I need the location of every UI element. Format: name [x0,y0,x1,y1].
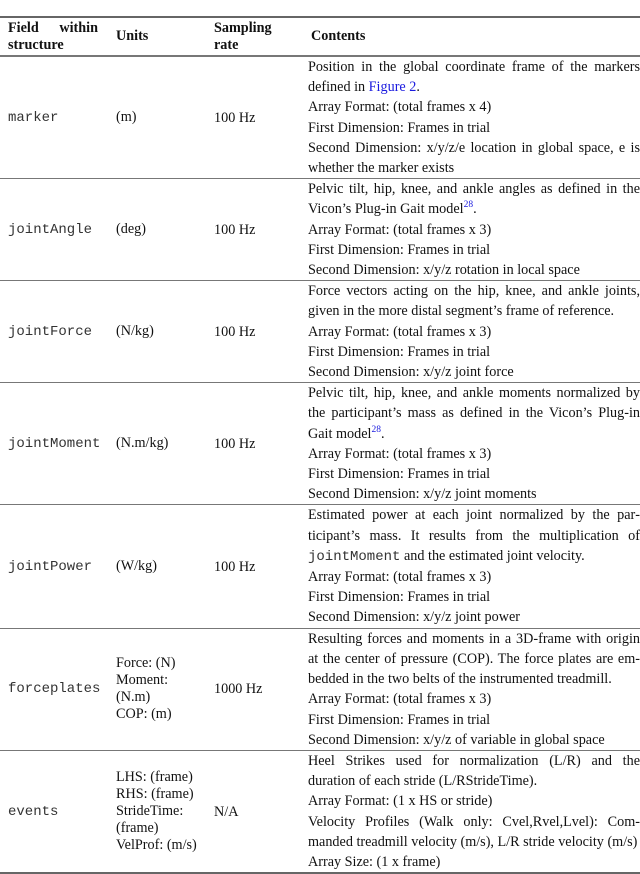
data-structure-table [0,16,640,874]
field-name: jointAngle [8,221,93,238]
contents-cell [303,628,640,750]
sampling-rate: 100 Hz [214,221,256,238]
second-dimension: Second Dimension: x/y/z/e location in global space, e is whether the marker exists [308,139,640,177]
velocity-profiles: Velocity Profiles (Walk only: Cvel,Rvel,Lvel): Commanded treadmill velocity (m/s), L/R stride velocity (m/s) [308,813,640,850]
first-dimension: First Dimension: Frames in trial [308,589,491,606]
sampling-rate: 100 Hz [214,435,256,452]
unit-force: Force: (N) [116,655,176,672]
description-text: Position in the global coordinate frame of the markers defined in [308,59,640,96]
header-units: Units [116,28,149,44]
reference-28-link[interactable]: 28 [371,424,381,435]
second-dimension: Second Dimension: x/y/z joint power [308,609,520,626]
unit: (deg) [116,221,146,238]
sampling-rate: 100 Hz [214,323,256,340]
unit: (W/kg) [116,558,157,575]
description-end: and the estimated joint velocity. [400,547,585,564]
units-cell [108,628,206,750]
unit-stridetime: StrideTime: (frame) [116,803,184,837]
units-cell [108,383,206,505]
unit: (m) [116,109,137,126]
header-field: Field within structure [8,19,98,53]
array-format: Array Format: (1 x HS or stride) [308,793,493,810]
unit-lhs: LHS: (frame) [116,769,193,786]
contents-cell [303,383,640,505]
second-dimension: Second Dimension: x/y/z joint force [308,364,514,381]
description [308,57,640,97]
first-dimension: First Dimension: Frames in trial [308,119,491,136]
second-dimension: Second Dimension: x/y/z rotation in local space [308,262,580,279]
units-cell [108,179,206,281]
contents-cell [303,179,640,281]
description [308,383,640,444]
first-dimension: First Dimension: Frames in trial [308,711,491,728]
description-text: Pelvic tilt, hip, knee, and ankle angles as defined in the Vicon’s Plug-in Gait model [308,181,640,218]
array-format: Array Format: (total frames x 3) [308,323,492,340]
field-name: jointPower [8,558,93,575]
second-dimension: Second Dimension: x/y/z of variable in global space [308,731,605,748]
units-cell [108,750,206,873]
units-cell [108,281,206,383]
field-name: jointForce [8,323,93,340]
table-row-forceplates [0,628,640,750]
reference-28-link[interactable]: 28 [463,200,474,211]
table-caption-partial [0,0,640,4]
first-dimension: First Dimension: Frames in trial [308,343,491,360]
description [308,179,640,219]
description [308,505,640,567]
array-format: Array Format: (total frames x 3) [308,221,492,238]
description: Resulting forces and moments in a 3D-frame with origin at the center of pressure (COP). The force plates are embedded in the two belts of the instrumented treadmill. [308,630,640,688]
table-row-jointPower [0,505,640,628]
sampling-rate: 1000 Hz [214,681,263,698]
first-dimension: First Dimension: Frames in trial [308,466,491,483]
sampling-rate: 100 Hz [214,109,256,126]
description: Force vectors acting on the hip, knee, and ankle joints, given in the more distal segment’s frame of reference. [308,283,640,320]
description-end: . [473,201,477,218]
table-row-events [0,750,640,873]
array-format: Array Format: (total frames x 3) [308,445,492,462]
first-dimension: First Dimension: Frames in trial [308,241,491,258]
second-dimension: Second Dimension: x/y/z joint moments [308,486,537,503]
unit-velprof: VelProf: (m/s) [116,837,197,854]
field-name: jointMoment [8,435,101,452]
units-cell [108,56,206,179]
contents-cell [303,505,640,628]
table-row-marker [0,56,640,179]
contents-cell [303,750,640,873]
unit: (N.m/kg) [116,435,169,452]
description: Heel Strikes used for normalization (L/R) and the duration of each stride (L/RStrideTime). [308,752,640,790]
header-contents: Contents [311,28,366,44]
array-format: Array Format: (total frames x 4) [308,99,492,116]
description-text: Pelvic tilt, hip, knee, and ankle moments normalized by the participant’s mass as defined in the Vicon’s Plug-in Gait model [308,385,640,442]
sampling-rate: 100 Hz [214,558,256,575]
field-name: events [8,803,59,820]
field-name: forceplates [8,681,101,698]
field-name: marker [8,109,59,126]
table-row-jointAngle [0,179,640,281]
description-text: Estimated power at each joint normalized by the participant’s mass. It results from the multiplication of [308,507,640,544]
unit-cop: COP: (m) [116,706,172,723]
unit: (N/kg) [116,323,154,340]
figure-2-link[interactable]: Figure 2 [368,79,417,96]
units-cell [108,505,206,628]
contents-cell [303,281,640,383]
header-sampling-rate: Sampling rate [214,19,272,53]
code-jointMoment: jointMoment [308,548,401,565]
array-format: Array Format: (total frames x 3) [308,691,492,708]
description-end: . [416,79,420,96]
sampling-rate: N/A [214,803,239,820]
table-row-jointMoment [0,383,640,505]
table-header-row [0,17,640,56]
array-format: Array Format: (total frames x 3) [308,569,492,586]
contents-cell [303,56,640,179]
unit-moment: Moment: (N.m) [116,672,169,706]
array-size: Array Size: (1 x frame) [308,853,441,870]
table-row-jointForce [0,281,640,383]
description-end: . [380,425,385,442]
unit-rhs: RHS: (frame) [116,786,194,803]
